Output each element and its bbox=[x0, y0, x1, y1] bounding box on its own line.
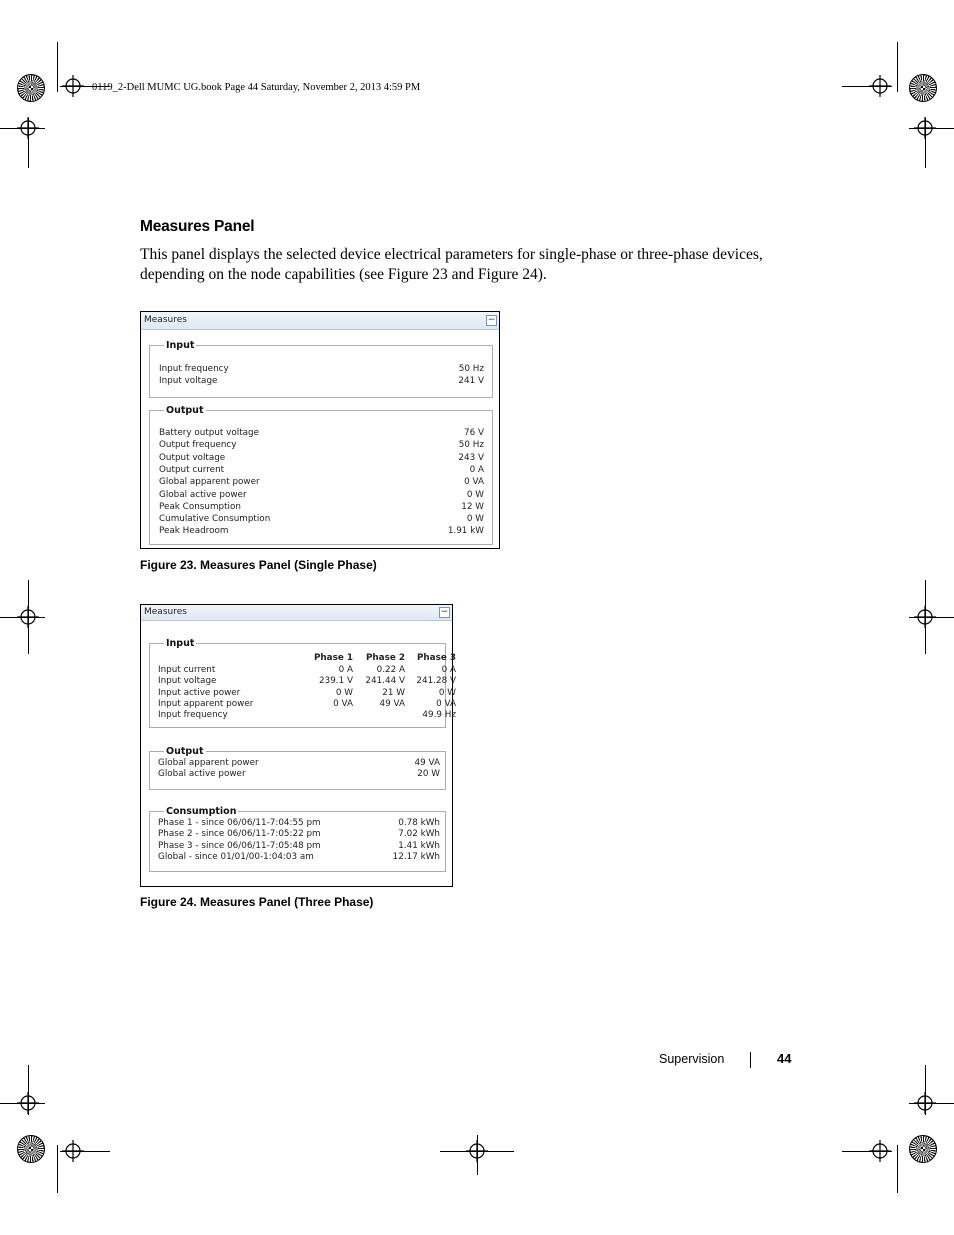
measure-label: Input frequency bbox=[158, 710, 228, 721]
measure-row bbox=[158, 818, 440, 830]
star-target-icon bbox=[909, 1135, 937, 1163]
collapse-icon[interactable]: − bbox=[487, 315, 496, 325]
measure-label: Output frequency bbox=[159, 440, 237, 451]
phase-value: 0.22 A bbox=[376, 665, 405, 675]
measure-label: Input current bbox=[158, 665, 216, 675]
measure-label: Cumulative Consumption bbox=[159, 514, 271, 525]
measure-row bbox=[159, 502, 484, 514]
measure-row bbox=[158, 710, 456, 722]
measure-label: Global - since 01/01/00-1:04:03 am bbox=[158, 851, 314, 862]
measure-row bbox=[158, 829, 440, 841]
phase-value: 21 W bbox=[382, 687, 405, 698]
figure-24-caption: Figure 24. Measures Panel (Three Phase) bbox=[140, 895, 374, 909]
measure-row bbox=[158, 758, 440, 770]
phase-value: 241.44 V bbox=[365, 676, 405, 687]
measure-row bbox=[159, 440, 484, 452]
measure-value: 1.91 kW bbox=[447, 526, 484, 537]
output-legend: Output bbox=[166, 405, 204, 416]
measures-panel-single-phase bbox=[140, 311, 500, 549]
measure-label: Phase 1 - since 06/06/11-7:04:55 pm bbox=[158, 818, 321, 828]
measure-value: 0 W bbox=[466, 489, 484, 500]
measure-value: 12.17 kWh bbox=[392, 851, 440, 862]
measure-label: Global apparent power bbox=[159, 477, 260, 488]
measure-value: 1.41 kWh bbox=[398, 840, 440, 851]
panel-header bbox=[141, 312, 499, 330]
panel-header bbox=[141, 605, 452, 621]
phase-value: 0 A bbox=[441, 665, 456, 675]
measure-label: Output current bbox=[159, 464, 225, 475]
measure-row bbox=[158, 769, 440, 781]
footer-section-name: Supervision bbox=[659, 1052, 725, 1066]
measure-row bbox=[159, 428, 484, 440]
measure-value: 0 W bbox=[466, 514, 484, 525]
measure-row bbox=[158, 676, 456, 688]
measure-row bbox=[158, 852, 440, 864]
measure-row bbox=[159, 490, 484, 502]
measure-label: Peak Consumption bbox=[159, 501, 241, 512]
measure-value: 0.78 kWh bbox=[398, 818, 440, 828]
phase-value: 239.1 V bbox=[319, 676, 353, 687]
phase-value: 241.28 V bbox=[416, 676, 456, 687]
phase-header: Phase 3 bbox=[416, 653, 456, 663]
measure-value: 0 A bbox=[469, 464, 484, 475]
measure-row bbox=[159, 453, 484, 465]
phase-header: Phase 1 bbox=[313, 653, 353, 663]
figure-23-caption: Figure 23. Measures Panel (Single Phase) bbox=[140, 558, 377, 572]
measure-value: 7.02 kWh bbox=[398, 829, 440, 840]
measure-label: Output voltage bbox=[159, 452, 226, 463]
measure-row bbox=[158, 665, 456, 677]
measure-value: 241 V bbox=[458, 376, 484, 387]
output-legend: Output bbox=[166, 746, 204, 757]
measure-label: Peak Headroom bbox=[159, 526, 229, 537]
measure-label: Global active power bbox=[158, 769, 246, 780]
measure-row bbox=[159, 364, 484, 376]
measure-label: Phase 3 - since 06/06/11-7:05:48 pm bbox=[158, 840, 321, 851]
section-title: Measures Panel bbox=[140, 218, 255, 235]
star-target-icon bbox=[17, 1135, 45, 1163]
measure-row bbox=[159, 526, 484, 538]
phase-header: Phase 2 bbox=[365, 653, 405, 663]
measure-label: Global apparent power bbox=[158, 758, 259, 768]
book-header: 0119_2-Dell MUMC UG.book Page 44 Saturday, November 2, 2013 4:59 PM bbox=[92, 82, 421, 93]
phase-value: 49 VA bbox=[379, 698, 405, 709]
panel-title: Measures bbox=[144, 315, 187, 325]
measure-value: 12 W bbox=[461, 501, 484, 512]
measure-row bbox=[159, 465, 484, 477]
phase-value: 0 W bbox=[438, 687, 456, 698]
measure-row bbox=[158, 687, 456, 700]
measure-value: 0 VA bbox=[464, 477, 484, 488]
measure-value: 50 Hz bbox=[458, 440, 484, 451]
measure-label: Input frequency bbox=[159, 364, 229, 374]
phase-header-row bbox=[158, 653, 456, 665]
measure-value: 243 V bbox=[458, 452, 484, 463]
phase-value: 0 VA bbox=[333, 698, 353, 709]
measure-row bbox=[159, 477, 484, 489]
measure-label: Input apparent power bbox=[158, 698, 254, 709]
measure-value: 49 VA bbox=[414, 758, 440, 768]
collapse-icon[interactable]: − bbox=[440, 607, 449, 617]
measure-label: Input voltage bbox=[159, 376, 218, 387]
phase-value: 0 VA bbox=[436, 698, 456, 709]
measure-value: 20 W bbox=[417, 769, 440, 780]
phase-value: 0 W bbox=[335, 687, 353, 698]
phase-value: 49.9 Hz bbox=[422, 710, 456, 721]
consumption-legend: Consumption bbox=[166, 806, 237, 817]
intro-paragraph: This panel displays the selected device electrical parameters for single-phase or three-phase devices, depending on the node capabilities (see Figure 23 and Figure 24). bbox=[140, 246, 763, 283]
measure-value: 50 Hz bbox=[458, 364, 484, 374]
panel-title: Measures bbox=[144, 607, 187, 617]
measures-panel-three-phase bbox=[140, 604, 456, 887]
measure-row bbox=[159, 514, 484, 526]
measure-row bbox=[159, 376, 484, 388]
input-legend: Input bbox=[166, 638, 195, 649]
page-number: 44 bbox=[777, 1051, 792, 1066]
star-target-icon bbox=[909, 74, 937, 102]
measure-label: Global active power bbox=[159, 489, 247, 500]
footer-divider bbox=[750, 1052, 751, 1068]
measure-label: Battery output voltage bbox=[159, 428, 260, 438]
measure-label: Phase 2 - since 06/06/11-7:05:22 pm bbox=[158, 829, 321, 840]
measure-value: 76 V bbox=[463, 428, 484, 438]
measure-label: Input voltage bbox=[158, 676, 217, 687]
star-target-icon bbox=[17, 74, 45, 102]
measure-label: Input active power bbox=[158, 687, 241, 698]
measure-row bbox=[158, 698, 456, 711]
input-legend: Input bbox=[166, 340, 195, 351]
measure-row bbox=[158, 841, 440, 853]
phase-value: 0 A bbox=[338, 665, 353, 675]
